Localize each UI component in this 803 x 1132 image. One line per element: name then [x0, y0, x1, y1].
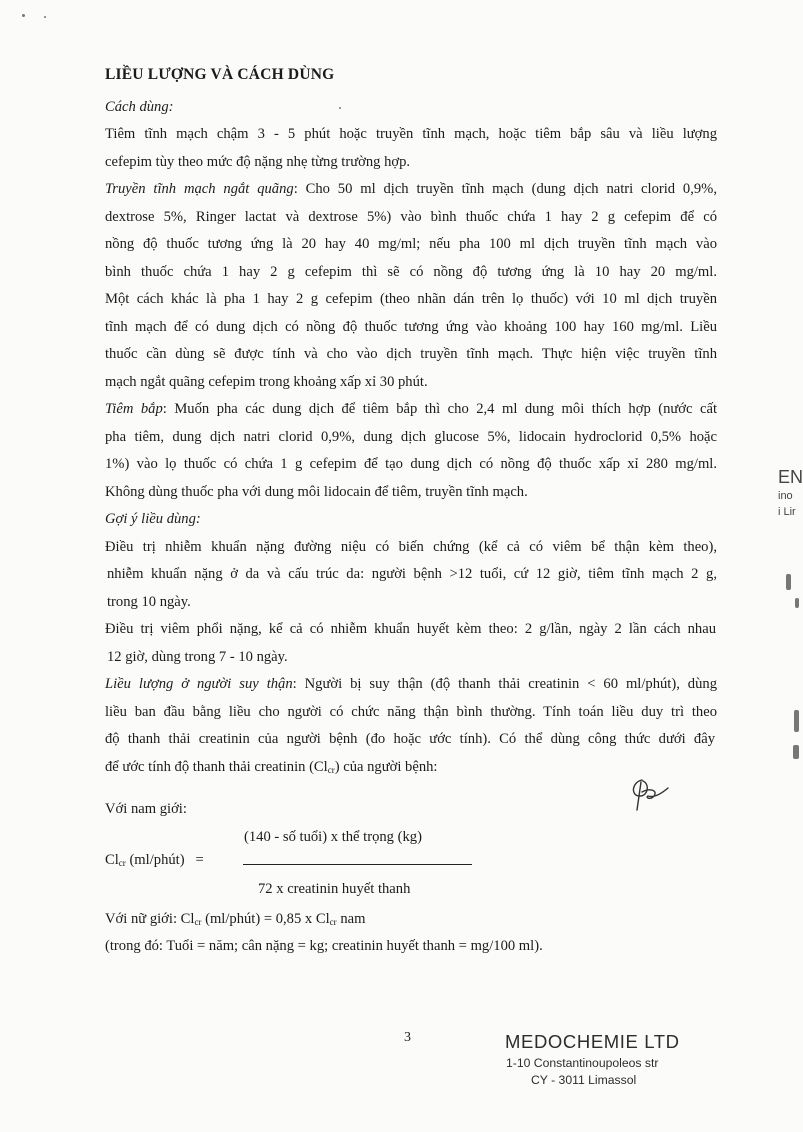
- iv-infusion-line: tĩnh mạch để có dung dịch có nồng độ thuốc tương ứng vào khoảng 100 hay 160 mg/ml. Liều: [105, 319, 717, 335]
- dosing-uti-line: nhiễm khuẩn nặng ở da và cấu trúc da: người bệnh >12 tuổi, cứ 12 giờ, tiêm tĩnh mạch 2 g,: [107, 566, 717, 582]
- formula-numerator: (140 - số tuổi) x thể trọng (kg): [244, 829, 422, 845]
- dosing-pneumonia-line: 12 giờ, dùng trong 7 - 10 ngày.: [107, 649, 288, 665]
- section-heading: LIỀU LƯỢNG VÀ CÁCH DÙNG: [105, 66, 335, 83]
- edge-mark: [795, 598, 799, 608]
- iv-infusion-label: Truyền tĩnh mạch ngắt quãng: [105, 181, 294, 197]
- dosing-uti-line: trong 10 ngày.: [107, 594, 191, 610]
- fraction-bar: [243, 864, 472, 865]
- scan-speck: [339, 107, 341, 109]
- im-line: 1%) vào lọ thuốc có chứa 1 g cefepim để tạo dung dịch có nồng độ thuốc xấp xỉ 280 mg/ml.: [105, 456, 717, 472]
- iv-infusion-line: nồng độ thuốc tương ứng là 20 hay 40 mg/ml; nếu pha 100 ml dịch truyền tĩnh mạch vào: [105, 236, 717, 252]
- iv-infusion-paragraph-start: Truyền tĩnh mạch ngắt quãng: Cho 50 ml dịch truyền tĩnh mạch (dung dịch natri clorid 0,9%,: [105, 181, 717, 197]
- renal-line: để ước tính độ thanh thải creatinin $(Cl_{cr})$ của người bệnh:: [105, 759, 438, 775]
- renal-paragraph-start: Liều lượng ở người suy thận: Người bị suy thận (độ thanh thải creatinin < 60 ml/phút), dùng: [105, 676, 717, 692]
- scan-speck: [22, 14, 25, 17]
- dosing-uti-line: Điều trị nhiễm khuẩn nặng đường niệu có biến chứng (kể cả có viêm bể thận kèm theo),: [105, 539, 717, 555]
- formula-denominator: 72 x creatinin huyết thanh: [258, 881, 411, 897]
- im-line: Không dùng thuốc pha với dung môi lidocain để tiêm, truyền tĩnh mạch.: [105, 484, 528, 500]
- iv-infusion-line: bình thuốc chứa 1 hay 2 g cefepim thì sẽ có nồng độ tương ứng là 10 hay 20 mg/ml.: [105, 264, 717, 280]
- im-paragraph-start: Tiêm bắp: Muốn pha các dung dịch để tiêm bắp thì cho 2,4 ml dung môi thích hợp (nước cất: [105, 401, 717, 417]
- edge-stamp-fragment: ino: [778, 490, 793, 502]
- dosing-pneumonia-line: Điều trị viêm phổi nặng, kể cả có nhiễm khuẩn huyết kèm theo: 2 g/lần, ngày 2 lần cách nhau: [105, 621, 716, 637]
- company-stamp-city: CY - 3011 Limassol: [531, 1073, 637, 1087]
- handwritten-signature: [628, 774, 672, 814]
- company-stamp-address: 1-10 Constantinoupoleos str: [506, 1056, 659, 1070]
- company-stamp-name: MEDOCHEMIE LTD: [505, 1031, 680, 1052]
- im-label: Tiêm bắp: [105, 401, 163, 417]
- iv-infusion-line: dextrose 5%, Ringer lactat và dextrose 5%) vào bình thuốc chứa 1 hay 2 g cefepim để có: [105, 209, 717, 225]
- edge-stamp-fragment: i Lir: [778, 506, 796, 518]
- edge-mark: [793, 745, 799, 759]
- formula-note: (trong đó: Tuổi = năm; cân nặng = kg; creatinin huyết thanh = mg/100 ml).: [105, 938, 543, 954]
- renal-label: Liều lượng ở người suy thận: [105, 676, 293, 692]
- formula-women: Với nữ giới: $Cl_{cr}$ (ml/phút) = 0,85 x $Cl_{cr}$ nam: [105, 911, 366, 927]
- im-line: pha tiêm, dung dịch natri clorid 0,9%, dung dịch glucose 5%, lidocain hydroclorid 0,5% hoặc: [105, 429, 717, 445]
- formula-lhs: $Cl_{cr}$ (ml/phút) =: [105, 852, 204, 868]
- iv-infusion-line: Một cách khác là pha 1 hay 2 g cefepim (theo nhãn dán trên lọ thuốc) với 10 ml dịch truyền: [105, 291, 717, 307]
- page-number: 3: [404, 1030, 411, 1045]
- iv-infusion-line: thuốc cần dùng sẽ được tính và cho vào dịch truyền tĩnh mạch. Thực hiện việc truyền tĩnh: [105, 346, 717, 362]
- iv-infusion-line: mạch ngắt quãng cefepim trong khoảng xấp xỉ 30 phút.: [105, 374, 428, 390]
- usage-line: cefepim tùy theo mức độ nặng nhẹ từng trường hợp.: [105, 154, 411, 170]
- formula-men-label: Với nam giới:: [105, 801, 187, 817]
- dosing-label: Gợi ý liều dùng:: [105, 511, 201, 527]
- edge-mark: [794, 710, 799, 732]
- renal-line: liều ban đầu bằng liều cho người có chức năng thận bình thường. Tính toán liều duy trì theo: [105, 704, 717, 720]
- usage-label: Cách dùng:: [105, 99, 174, 115]
- edge-stamp-fragment: EN: [778, 467, 803, 487]
- edge-mark: [786, 574, 791, 590]
- usage-line: Tiêm tĩnh mạch chậm 3 - 5 phút hoặc truyền tĩnh mạch, hoặc tiêm bắp sâu và liều lượng: [105, 126, 717, 142]
- scan-speck: [44, 16, 46, 18]
- renal-line: độ thanh thải creatinin của người bệnh (đo hoặc ước tính). Có thể dùng công thức dưới đây: [105, 731, 715, 747]
